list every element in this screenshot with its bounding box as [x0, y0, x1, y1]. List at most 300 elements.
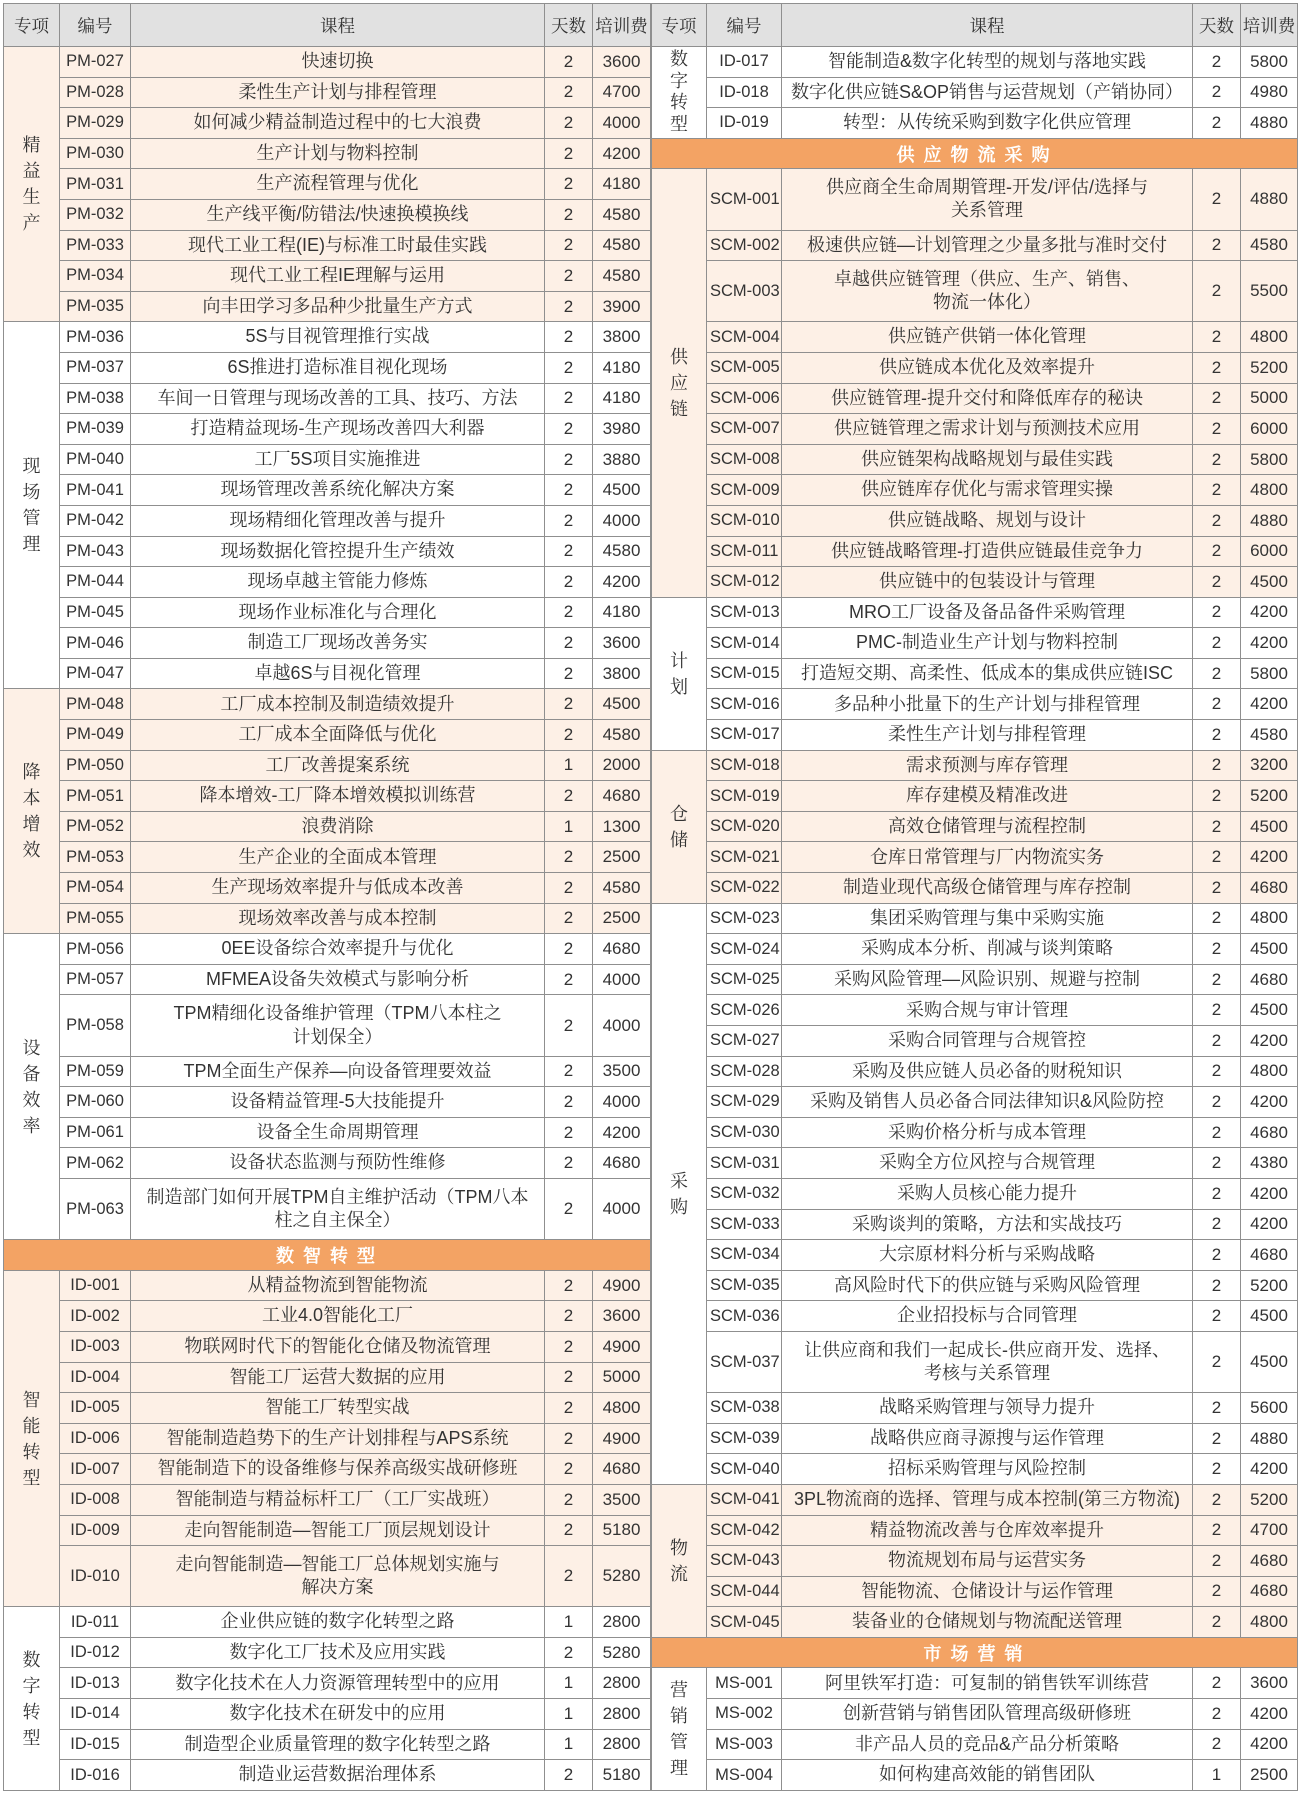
course-row [4, 1515, 651, 1546]
course-row [652, 1301, 1298, 1332]
section-header: 供应物流采购 [652, 138, 1298, 169]
course-fee: 4200 [1241, 1729, 1298, 1760]
course-row [652, 1729, 1298, 1760]
course-name: 打造精益现场-生产现场改善四大利器 [131, 414, 545, 445]
course-code: PM-058 [60, 995, 131, 1056]
course-days: 2 [1193, 658, 1241, 689]
course-name: 卓越6S与目视化管理 [131, 658, 545, 689]
topic-label-text: 智能转型 [22, 1389, 41, 1488]
course-code: PM-053 [60, 842, 131, 873]
course-row [4, 1637, 651, 1668]
course-name: 走向智能制造—智能工厂顶层规划设计 [131, 1515, 545, 1546]
course-name: 需求预测与库存管理 [782, 750, 1193, 781]
course-days: 2 [1193, 567, 1241, 598]
course-row [652, 750, 1298, 781]
course-fee: 4500 [1241, 811, 1298, 842]
course-row [4, 383, 651, 414]
course-code: ID-017 [707, 47, 782, 78]
course-code: PM-060 [60, 1087, 131, 1118]
course-code: PM-038 [60, 383, 131, 414]
course-code: SCM-034 [707, 1240, 782, 1271]
course-fee: 4900 [593, 1423, 651, 1454]
course-name: 供应链架构战略规划与最佳实践 [782, 444, 1193, 475]
course-fee: 5600 [1241, 1393, 1298, 1424]
course-row [652, 47, 1298, 78]
course-code: PM-037 [60, 352, 131, 383]
course-days: 2 [545, 1362, 593, 1393]
course-row [4, 322, 651, 353]
course-fee: 4680 [1241, 964, 1298, 995]
course-days: 2 [545, 322, 593, 353]
course-days: 2 [545, 934, 593, 965]
course-code: ID-002 [60, 1301, 131, 1332]
topic-label-text: 物流 [669, 1537, 688, 1584]
course-row [4, 567, 651, 598]
topic-label [4, 689, 60, 934]
course-days: 2 [545, 77, 593, 108]
course-days: 2 [545, 1484, 593, 1515]
course-code: PM-051 [60, 781, 131, 812]
column-header-course: 课程 [782, 4, 1193, 47]
course-days: 2 [1193, 322, 1241, 353]
course-fee: 6000 [1241, 536, 1298, 567]
course-days: 2 [1193, 1515, 1241, 1546]
column-header-code: 编号 [60, 4, 131, 47]
course-code: PM-052 [60, 811, 131, 842]
course-code: SCM-045 [707, 1607, 782, 1638]
course-name: 5S与目视管理推行实战 [131, 322, 545, 353]
course-days: 2 [1193, 903, 1241, 934]
course-code: SCM-031 [707, 1148, 782, 1179]
course-days: 2 [1193, 1056, 1241, 1087]
course-code: ID-009 [60, 1515, 131, 1546]
course-name: 制造工厂现场改善务实 [131, 628, 545, 659]
course-code: ID-016 [60, 1760, 131, 1791]
course-name: 采购人员核心能力提升 [782, 1178, 1193, 1209]
topic-label [652, 169, 707, 597]
course-code: PM-062 [60, 1148, 131, 1179]
course-fee: 3600 [593, 628, 651, 659]
course-fee: 2500 [593, 842, 651, 873]
course-days: 2 [545, 873, 593, 904]
course-name: 多品种小批量下的生产计划与排程管理 [782, 689, 1193, 720]
course-row [4, 77, 651, 108]
course-row [4, 1056, 651, 1087]
course-days: 2 [545, 505, 593, 536]
section-header: 数智转型 [4, 1240, 651, 1271]
course-name: 供应链战略、规划与设计 [782, 505, 1193, 536]
column-header-course: 课程 [131, 4, 545, 47]
course-days: 2 [1193, 1026, 1241, 1057]
course-code: SCM-013 [707, 597, 782, 628]
course-row [4, 597, 651, 628]
course-days: 2 [1193, 1668, 1241, 1699]
course-name: 供应链库存优化与需求管理实操 [782, 475, 1193, 506]
course-code: SCM-022 [707, 873, 782, 904]
course-days: 1 [545, 811, 593, 842]
course-days: 2 [545, 536, 593, 567]
course-code: SCM-028 [707, 1056, 782, 1087]
course-row [4, 964, 651, 995]
course-days: 2 [1193, 505, 1241, 536]
course-days: 2 [1193, 811, 1241, 842]
course-code: PM-045 [60, 597, 131, 628]
course-row [4, 750, 651, 781]
course-fee: 4200 [1241, 1087, 1298, 1118]
course-days: 2 [1193, 1393, 1241, 1424]
course-fee: 5280 [593, 1637, 651, 1668]
topic-label [652, 597, 707, 750]
course-fee: 4000 [593, 108, 651, 139]
course-code: SCM-006 [707, 383, 782, 414]
course-name: PMC-制造业生产计划与物料控制 [782, 628, 1193, 659]
course-days: 2 [545, 964, 593, 995]
course-days: 2 [1193, 1301, 1241, 1332]
course-days: 2 [545, 199, 593, 230]
course-fee: 4680 [1241, 1576, 1298, 1607]
header-row [4, 4, 651, 47]
course-days: 2 [1193, 842, 1241, 873]
course-name: 库存建模及精准改进 [782, 781, 1193, 812]
course-code: PM-057 [60, 964, 131, 995]
course-name: 供应链成本优化及效率提升 [782, 352, 1193, 383]
course-days: 2 [545, 352, 593, 383]
course-fee: 4580 [593, 261, 651, 292]
course-name: 向丰田学习多品种少批量生产方式 [131, 291, 545, 322]
course-fee: 4800 [1241, 475, 1298, 506]
course-row [4, 781, 651, 812]
course-row [4, 658, 651, 689]
topic-label [652, 750, 707, 903]
course-days: 2 [545, 995, 593, 1056]
course-fee: 5500 [1241, 261, 1298, 322]
course-days: 2 [545, 444, 593, 475]
topic-label [652, 1668, 707, 1790]
course-row [4, 444, 651, 475]
course-days: 2 [545, 628, 593, 659]
course-code: ID-007 [60, 1454, 131, 1485]
course-days: 2 [545, 414, 593, 445]
course-row [4, 291, 651, 322]
column-header-code: 编号 [707, 4, 782, 47]
course-name: 如何构建高效能的销售团队 [782, 1760, 1193, 1791]
course-row [4, 1484, 651, 1515]
course-row [4, 689, 651, 720]
column-header-topic: 专项 [4, 4, 60, 47]
column-header-fee: 培训费 [593, 4, 651, 47]
course-fee: 4200 [1241, 842, 1298, 873]
course-row [4, 261, 651, 292]
course-fee: 4180 [593, 383, 651, 414]
course-code: SCM-016 [707, 689, 782, 720]
course-row [4, 1607, 651, 1638]
topic-label-text: 现场管理 [22, 456, 41, 555]
course-code: SCM-025 [707, 964, 782, 995]
course-fee: 4900 [593, 1270, 651, 1301]
course-name: 浪费消除 [131, 811, 545, 842]
course-code: PM-046 [60, 628, 131, 659]
course-fee: 5800 [1241, 47, 1298, 78]
course-code: ID-018 [707, 77, 782, 108]
course-code: PM-031 [60, 169, 131, 200]
course-code: ID-003 [60, 1331, 131, 1362]
course-fee: 4380 [1241, 1148, 1298, 1179]
course-code: SCM-010 [707, 505, 782, 536]
course-days: 2 [545, 108, 593, 139]
course-fee: 4580 [593, 873, 651, 904]
course-fee: 4580 [593, 199, 651, 230]
course-name: 供应链管理之需求计划与预测技术应用 [782, 414, 1193, 445]
course-fee: 6000 [1241, 414, 1298, 445]
course-days: 2 [545, 261, 593, 292]
course-name: 装备业的仓储规划与物流配送管理 [782, 1607, 1193, 1638]
course-code: MS-001 [707, 1668, 782, 1699]
course-row [652, 261, 1298, 322]
course-row [652, 1576, 1298, 1607]
course-fee: 3800 [593, 322, 651, 353]
course-row [4, 1668, 651, 1699]
course-code: SCM-001 [707, 169, 782, 230]
course-days: 2 [545, 658, 593, 689]
course-code: PM-039 [60, 414, 131, 445]
course-name: 现场管理改善系统化解决方案 [131, 475, 545, 506]
course-row [4, 1699, 651, 1730]
course-fee: 4680 [593, 1454, 651, 1485]
course-days: 2 [1193, 597, 1241, 628]
course-fee: 4980 [1241, 77, 1298, 108]
course-row [652, 567, 1298, 598]
course-days: 2 [545, 230, 593, 261]
course-fee: 4200 [1241, 1454, 1298, 1485]
course-row [4, 199, 651, 230]
course-row [652, 536, 1298, 567]
course-row [652, 1148, 1298, 1179]
course-row [4, 138, 651, 169]
course-days: 2 [545, 1331, 593, 1362]
course-table-left [3, 3, 651, 1791]
course-name: 6S推进打造标准目视化现场 [131, 352, 545, 383]
course-days: 2 [545, 1087, 593, 1118]
course-days: 2 [1193, 1240, 1241, 1271]
course-fee: 3980 [593, 414, 651, 445]
course-row [4, 475, 651, 506]
topic-label [4, 1270, 60, 1607]
course-days: 2 [1193, 1699, 1241, 1730]
course-code: SCM-008 [707, 444, 782, 475]
section-row [4, 1240, 651, 1271]
course-code: SCM-021 [707, 842, 782, 873]
course-row [652, 1423, 1298, 1454]
course-fee: 4580 [593, 720, 651, 751]
course-row [4, 169, 651, 200]
course-code: ID-001 [60, 1270, 131, 1301]
course-code: ID-008 [60, 1484, 131, 1515]
course-name: 制造业运营数据治理体系 [131, 1760, 545, 1791]
course-fee: 4580 [593, 230, 651, 261]
course-code: SCM-035 [707, 1270, 782, 1301]
course-row [4, 873, 651, 904]
topic-label-text: 设备效率 [22, 1037, 41, 1136]
course-name: 工厂5S项目实施推进 [131, 444, 545, 475]
course-fee: 4680 [1241, 873, 1298, 904]
course-code: SCM-026 [707, 995, 782, 1026]
course-row [4, 811, 651, 842]
course-days: 2 [1193, 261, 1241, 322]
column-header-days: 天数 [545, 4, 593, 47]
course-days: 2 [1193, 352, 1241, 383]
course-days: 2 [1193, 995, 1241, 1026]
course-name: TPM全面生产保养—向设备管理要效益 [131, 1056, 545, 1087]
topic-label-text: 数字转型 [669, 49, 688, 134]
course-fee: 4680 [593, 1148, 651, 1179]
course-name: 车间一日管理与现场改善的工具、技巧、方法 [131, 383, 545, 414]
course-row [652, 720, 1298, 751]
course-name: 高效仓储管理与流程控制 [782, 811, 1193, 842]
course-fee: 5280 [593, 1546, 651, 1607]
course-fee: 4680 [1241, 1240, 1298, 1271]
topic-label-text: 降本增效 [22, 762, 41, 861]
course-days: 2 [1193, 1331, 1241, 1392]
course-fee: 2800 [593, 1729, 651, 1760]
course-fee: 5200 [1241, 352, 1298, 383]
course-name: 创新营销与销售团队管理高级研修班 [782, 1699, 1193, 1730]
course-row [652, 352, 1298, 383]
course-name: 设备状态监测与预防性维修 [131, 1148, 545, 1179]
course-row [652, 964, 1298, 995]
course-code: ID-014 [60, 1699, 131, 1730]
course-name: 采购价格分析与成本管理 [782, 1117, 1193, 1148]
course-row [652, 995, 1298, 1026]
course-code: SCM-015 [707, 658, 782, 689]
course-row [652, 1515, 1298, 1546]
course-name: 物流规划布局与运营实务 [782, 1546, 1193, 1577]
course-row [4, 903, 651, 934]
course-days: 2 [545, 903, 593, 934]
course-name: 招标采购管理与风险控制 [782, 1454, 1193, 1485]
course-days: 2 [545, 1301, 593, 1332]
course-code: PM-063 [60, 1178, 131, 1239]
course-code: MS-004 [707, 1760, 782, 1791]
course-row [652, 475, 1298, 506]
course-row [4, 1331, 651, 1362]
course-name: 工厂改善提案系统 [131, 750, 545, 781]
course-row [4, 995, 651, 1056]
course-row [652, 230, 1298, 261]
course-fee: 4680 [1241, 1546, 1298, 1577]
course-days: 2 [1193, 750, 1241, 781]
course-code: PM-030 [60, 138, 131, 169]
course-code: SCM-007 [707, 414, 782, 445]
course-days: 2 [1193, 383, 1241, 414]
course-fee: 4580 [593, 536, 651, 567]
course-fee: 4200 [1241, 597, 1298, 628]
course-name: 柔性生产计划与排程管理 [131, 77, 545, 108]
course-row [652, 1760, 1298, 1791]
header-row [652, 4, 1298, 47]
course-row [652, 77, 1298, 108]
course-fee: 2800 [593, 1699, 651, 1730]
course-days: 1 [545, 750, 593, 781]
course-days: 2 [1193, 169, 1241, 230]
course-fee: 4200 [1241, 1209, 1298, 1240]
course-fee: 4200 [1241, 689, 1298, 720]
course-days: 2 [545, 781, 593, 812]
topic-label-text: 数字转型 [22, 1649, 41, 1748]
course-name: 智能制造&数字化转型的规划与落地实践 [782, 47, 1193, 78]
course-fee: 4700 [593, 77, 651, 108]
course-name: 采购及销售人员必备合同法律知识&风险防控 [782, 1087, 1193, 1118]
course-name: TPM精细化设备维护管理（TPM八本柱之 计划保全） [131, 995, 545, 1056]
course-days: 1 [545, 1699, 593, 1730]
course-fee: 4500 [593, 689, 651, 720]
course-code: SCM-011 [707, 536, 782, 567]
course-fee: 4580 [1241, 720, 1298, 751]
course-name: 生产计划与物料控制 [131, 138, 545, 169]
course-fee: 4200 [593, 1117, 651, 1148]
course-days: 2 [1193, 77, 1241, 108]
table-body [4, 47, 651, 1791]
course-name: 现代工业工程IE理解与运用 [131, 261, 545, 292]
course-row [652, 1484, 1298, 1515]
course-fee: 4700 [1241, 1515, 1298, 1546]
course-row [652, 1087, 1298, 1118]
course-code: PM-061 [60, 1117, 131, 1148]
topic-label [652, 47, 707, 139]
course-row [4, 47, 651, 78]
course-fee: 4800 [1241, 322, 1298, 353]
course-fee: 3600 [593, 1301, 651, 1332]
course-code: SCM-027 [707, 1026, 782, 1057]
course-name: 阿里铁军打造：可复制的销售铁军训练营 [782, 1668, 1193, 1699]
course-fee: 4500 [1241, 934, 1298, 965]
course-fee: 5800 [1241, 658, 1298, 689]
course-code: SCM-030 [707, 1117, 782, 1148]
course-row [652, 934, 1298, 965]
column-header-topic: 专项 [652, 4, 707, 47]
course-days: 2 [1193, 1546, 1241, 1577]
course-name: 采购及供应链人员必备的财税知识 [782, 1056, 1193, 1087]
course-fee: 2800 [593, 1607, 651, 1638]
course-row [4, 536, 651, 567]
course-fee: 5200 [1241, 1270, 1298, 1301]
course-code: PM-028 [60, 77, 131, 108]
course-row [652, 1209, 1298, 1240]
course-fee: 4500 [1241, 567, 1298, 598]
course-fee: 5000 [1241, 383, 1298, 414]
course-fee: 4580 [1241, 230, 1298, 261]
course-days: 2 [1193, 628, 1241, 659]
course-name: 智能制造趋势下的生产计划排程与APS系统 [131, 1423, 545, 1454]
course-code: ID-006 [60, 1423, 131, 1454]
topic-label [652, 903, 707, 1484]
course-row [4, 842, 651, 873]
course-code: SCM-036 [707, 1301, 782, 1332]
course-days: 2 [545, 291, 593, 322]
course-fee: 4200 [1241, 628, 1298, 659]
course-fee: 4680 [1241, 1117, 1298, 1148]
course-days: 2 [1193, 475, 1241, 506]
course-days: 2 [1193, 781, 1241, 812]
course-row [652, 1240, 1298, 1271]
course-name: 工厂成本控制及制造绩效提升 [131, 689, 545, 720]
course-code: SCM-039 [707, 1423, 782, 1454]
course-code: PM-059 [60, 1056, 131, 1087]
course-code: SCM-009 [707, 475, 782, 506]
course-row [4, 1546, 651, 1607]
course-code: SCM-038 [707, 1393, 782, 1424]
course-days: 2 [1193, 1117, 1241, 1148]
course-row [652, 1699, 1298, 1730]
